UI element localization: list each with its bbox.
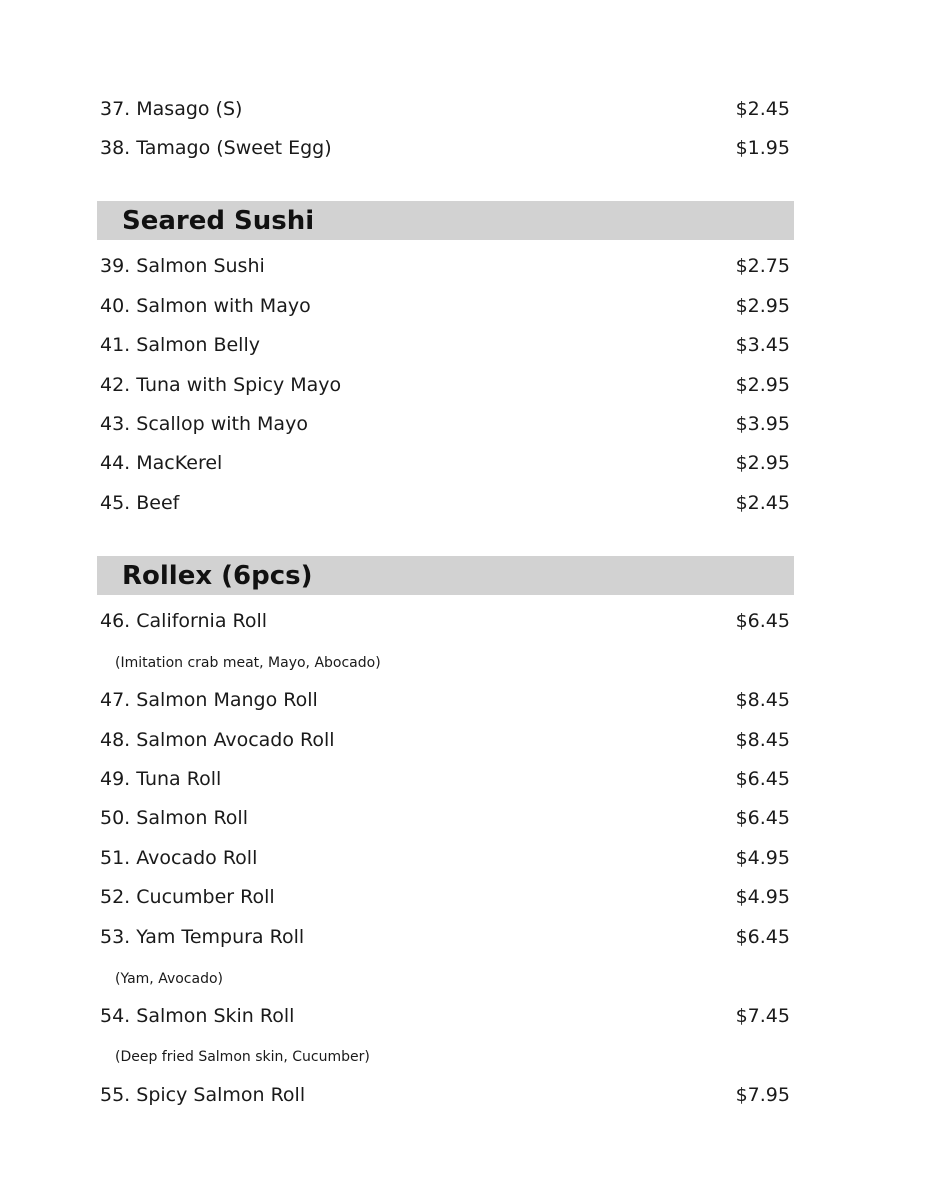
menu-item-row [0, 488, 927, 518]
menu-item-row [0, 409, 927, 439]
menu-item-name: 45. Beef [100, 492, 180, 514]
menu-item-name: 54. Salmon Skin Roll [100, 1005, 295, 1027]
menu-item-row [0, 803, 927, 833]
menu-item-row [0, 843, 927, 873]
menu-item-name: 40. Salmon with Mayo [100, 295, 311, 317]
menu-item-name: 51. Avocado Roll [100, 847, 258, 869]
menu-item-price: $2.45 [735, 492, 790, 514]
menu-item-name: 52. Cucumber Roll [100, 886, 275, 908]
menu-item-name: 55. Spicy Salmon Roll [100, 1084, 306, 1106]
menu-item-price: $4.95 [735, 886, 790, 908]
menu-item-price: $6.45 [735, 610, 790, 632]
menu-item-name: 49. Tuna Roll [100, 768, 222, 790]
menu-item-price: $4.95 [735, 847, 790, 869]
menu-item-price: $2.95 [735, 295, 790, 317]
section-header-rollex [97, 556, 794, 595]
menu-item-name: 41. Salmon Belly [100, 334, 260, 356]
menu-item-name: 50. Salmon Roll [100, 807, 248, 829]
menu-item-price: $3.45 [735, 334, 790, 356]
menu-item-note: (Yam, Avocado) [115, 971, 224, 987]
menu-item-row [0, 1001, 927, 1031]
menu-item-price: $8.45 [735, 729, 790, 751]
menu-item-row [0, 606, 927, 636]
menu-item-note: (Imitation crab meat, Mayo, Abocado) [115, 655, 381, 671]
menu-item-price: $7.95 [735, 1084, 790, 1106]
menu-item-price: $2.75 [735, 255, 790, 277]
menu-item-row [0, 94, 927, 124]
menu-item-price: $6.45 [735, 807, 790, 829]
menu-item-name: 53. Yam Tempura Roll [100, 926, 305, 948]
menu-item-row [0, 725, 927, 755]
menu-item-row [0, 448, 927, 478]
menu-item-row [0, 764, 927, 794]
menu-item-note: (Deep fried Salmon skin, Cucumber) [115, 1049, 370, 1065]
menu-item-name: 43. Scallop with Mayo [100, 413, 308, 435]
menu-item-row [0, 370, 927, 400]
menu-item-row [0, 1080, 927, 1110]
menu-item-name: 42. Tuna with Spicy Mayo [100, 374, 342, 396]
menu-item-name: 38. Tamago (Sweet Egg) [100, 137, 332, 159]
menu-item-row [0, 251, 927, 281]
menu-item-price: $1.95 [735, 137, 790, 159]
menu-item-row [0, 922, 927, 952]
menu-item-price: $7.45 [735, 1005, 790, 1027]
menu-item-name: 44. MacKerel [100, 452, 223, 474]
menu-item-name: 46. California Roll [100, 610, 268, 632]
menu-item-name: 48. Salmon Avocado Roll [100, 729, 335, 751]
menu-item-price: $2.45 [735, 98, 790, 120]
section-title: Seared Sushi [122, 206, 315, 236]
menu-item-price: $6.45 [735, 926, 790, 948]
menu-item-row [0, 882, 927, 912]
section-header-seared-sushi [97, 201, 794, 240]
menu-item-price: $6.45 [735, 768, 790, 790]
menu-item-name: 39. Salmon Sushi [100, 255, 265, 277]
menu-item-row [0, 685, 927, 715]
menu-item-row [0, 133, 927, 163]
menu-item-name: 37. Masago (S) [100, 98, 243, 120]
menu-item-price: $3.95 [735, 413, 790, 435]
menu-item-row [0, 291, 927, 321]
menu-item-price: $8.45 [735, 689, 790, 711]
menu-item-row [0, 330, 927, 360]
menu-item-price: $2.95 [735, 452, 790, 474]
menu-item-price: $2.95 [735, 374, 790, 396]
section-title: Rollex (6pcs) [122, 561, 313, 591]
menu-item-name: 47. Salmon Mango Roll [100, 689, 318, 711]
